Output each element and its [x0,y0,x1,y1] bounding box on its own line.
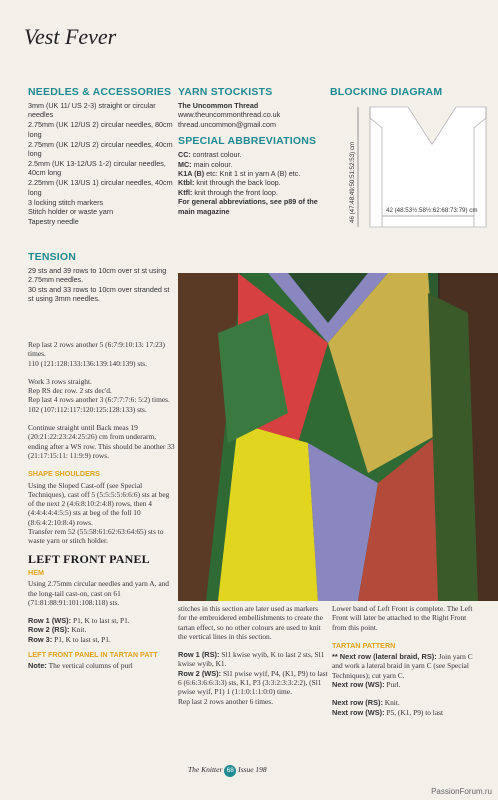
vest-photo-image [178,273,498,601]
left-column [28,340,176,671]
row-instruction: Next row (WS): P5, (K1, P9) to last [332,707,444,717]
para: stitches in this section are later used as markers for the embroidered embellishments to create the tartan effect, so no other colours are used to knit the vertical lines in this section. [178,604,323,641]
page-title: Vest Fever [24,24,117,49]
para: Transfer rem 52 (55:58:61:62:63:64:65) sts to waste yarn or stitch holder. [28,527,164,546]
yarn-web[interactable]: www.theuncommonthread.co.uk [178,110,281,120]
abbrev-heading: SPECIAL ABBREVIATIONS [178,135,317,148]
row-instruction: Next row (RS): Knit. [332,698,400,708]
magazine-name: The Knitter [188,765,223,774]
footer [188,765,267,777]
blocking-diagram [330,98,495,238]
para: Continue straight until Back meas 19 (20:21:22:23:24:25:26) cm from underarm, ending after a WS row. This should be another 33 (21:17:15:11: 11:9:9) rows. [28,423,175,460]
subheading-tartan-pattern: TARTAN PATTERN [332,640,396,650]
para: Rep last 2 rows another 6 times. [178,696,274,706]
watermark: PassionForum.ru [431,787,492,796]
abbrev-item: CC: contrast colour. [178,150,242,160]
needle-item: 2.75mm (UK 12/US 2) circular needles, 80cm long [28,120,173,139]
para: Work 3 rows straight. Rep RS dec row. 2 sts dec'd. Rep last 4 rows another 3 (6:7:7:7:6: 5:2) times. 102 (107:112:117:120:125:128:133) sts. [28,376,170,414]
subheading-tartan-patt: LEFT FRONT PANEL IN TARTAN PATT [28,650,158,660]
needle-item: 2.75mm (UK 12/US 2) circular needles, 40cm long [28,139,173,159]
vest-photo [178,273,498,601]
needle-item: 3mm (UK 11/ US 2-3) straight or circular needles [28,101,156,120]
needle-item: 3 locking stitch markers [28,197,104,207]
needle-item: Stitch holder or waste yarn [28,207,114,217]
width-label: 42 (48:53½:58½:62:68:73:79) cm [386,207,478,214]
abbrev-item: K1A (B) etc: Knit 1 st in yarn A (B) etc. [178,169,301,179]
needle-item: 2.5mm (UK 13-12/US 1-2) circular needles, 40cm long [28,158,166,178]
right-column [332,604,482,717]
para: Using 2.75mm circular needles and yarn A, and the long-tail cast-on, cast on 61 (71:81:88:91:101:108:118) sts. [28,579,169,607]
row-instruction: Row 1 (WS): P1, K to last st, P1. [28,616,130,626]
subheading-hem: HEM [28,567,44,577]
tension-line: 30 sts and 33 rows to 10cm over stranded st st using 3mm needles. [28,284,170,304]
abbrev-note: For general abbreviations, see p89 of the main magazine [178,197,318,216]
para: Using the Sloped Cast-off (see Special Techniques), cast off 5 (5:5:5:5:6:6:6) sts at beg of the next 2 (4:6:8:10:2:4:8) rows, then 4 (4:4:4:4:4:5:5) sts at beg of the foll 10 (8:6:4:2:10:8:4) rows. [28,480,170,527]
blocking-heading: BLOCKING DIAGRAM [330,86,443,98]
row-instruction: Row 2 (WS): Sl1 pwise wyif, P4, (K1, P9) to last 6 (6:6:3:6:6:3:3) sts, K1, P3 (3:3:2:3:3:2:2), (Sl1 pwise wyif, P1) 1 (1:1:0:1:1:0:0) time. [178,668,328,697]
middle-column [178,604,328,706]
blocking-section [330,86,490,98]
subheading-shape-shoulders: SHAPE SHOULDERS [28,469,100,479]
left-front-heading: LEFT FRONT PANEL [28,551,150,566]
para: Lower band of Left Front is complete. The Left Front will later be attached to the Right Front from this point. [332,604,473,632]
row-instruction: ** Next row (lateral braid, RS): Join yarn C and work a lateral braid in yarn C (see Special Techniques); cut yarn C. Next row (WS): Purl. [332,652,473,690]
needles-section [28,86,173,227]
yarn-section [178,86,318,216]
page-number: 68 [224,765,236,777]
row-instruction: Row 1 (RS): Sl1 kwise wyib, K to last 2 sts, Sl1 kwise wyib, K1. [178,650,325,669]
needles-heading: NEEDLES & ACCESSORIES [28,86,172,98]
tension-line: 29 sts and 39 rows to 10cm over st st using 2.75mm needles. [28,266,167,285]
row-instruction: Row 2 (RS): Knit. [28,625,87,635]
row-instruction: Row 3: P1, K to last st, P1. [28,634,111,644]
yarn-email[interactable]: thread.uncommon@gmail.com [178,119,276,129]
tension-heading: TENSION [28,251,77,263]
abbrev-item: Ktfl: knit through the front loop. [178,187,278,197]
abbrev-item: MC: main colour. [178,159,233,169]
yarn-heading: YARN STOCKISTS [178,86,273,98]
abbrev-item: Ktbl: knit through the back loop. [178,178,281,188]
yarn-name: The Uncommon Thread [178,101,259,110]
note: Note: The vertical columns of purl [28,661,133,671]
needle-item: Tapestry needle [28,217,79,227]
height-label: 46 (47:48:49:50:51:52:53) cm [349,141,356,223]
issue-number: Issue 198 [238,765,267,774]
para: Rep last 2 rows another 5 (6:7:9:10:13: 17:23) times. 110 (121:128:133:136:139:140:139) sts. [28,340,165,368]
needle-item: 2.25mm (UK 13/US 1) circular needles, 40cm long [28,178,173,197]
tension-section [28,251,176,304]
